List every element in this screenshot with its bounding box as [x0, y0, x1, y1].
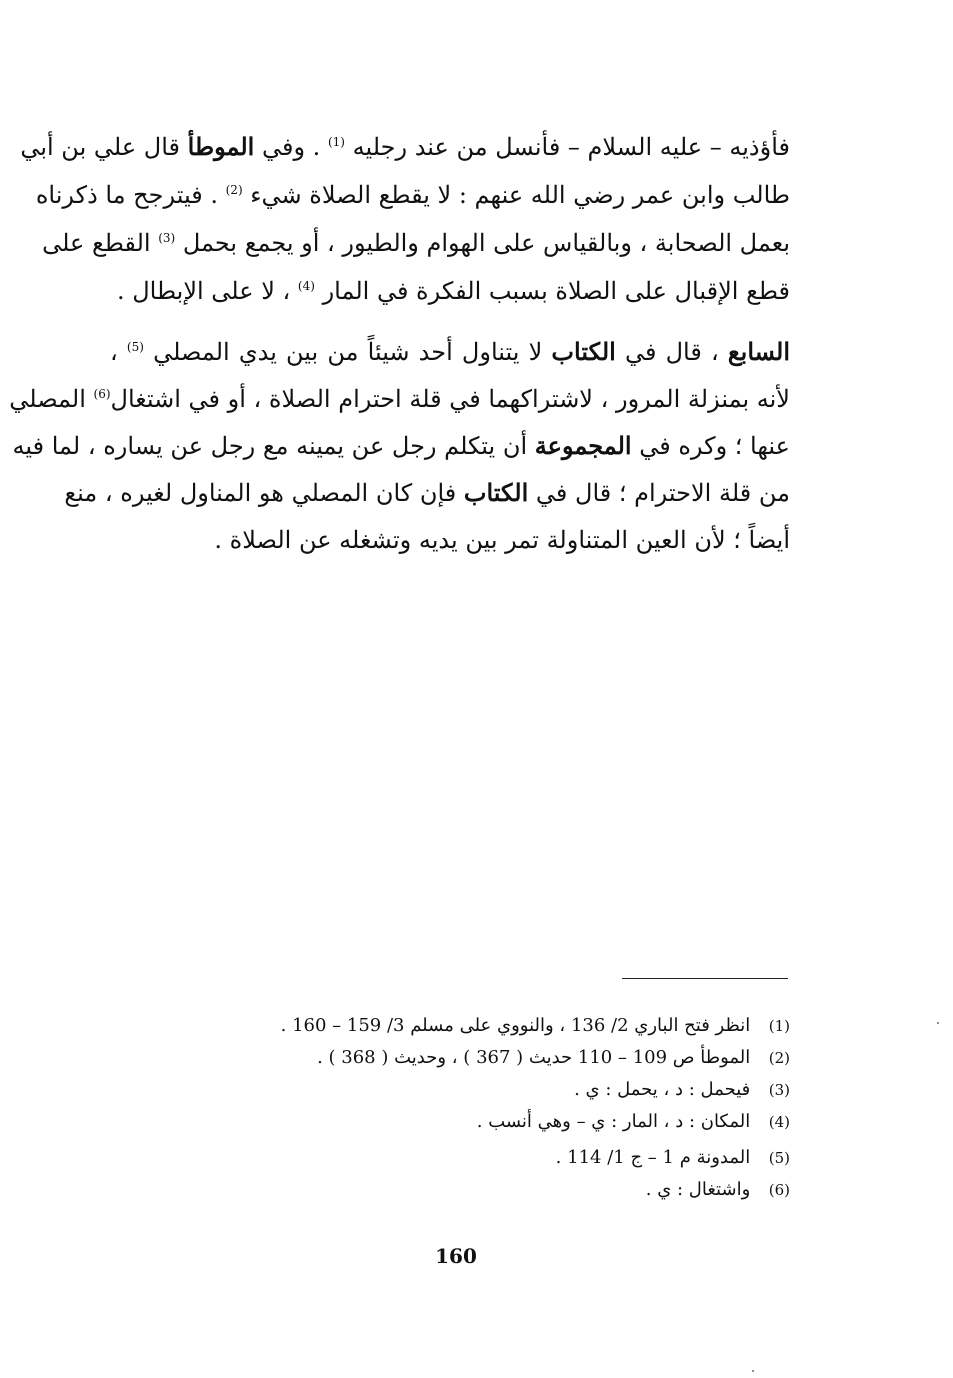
paragraph-2-line-3 [12, 431, 790, 461]
footnote-6 [250, 1178, 790, 1202]
source-title-majmua: المجموعة [534, 431, 632, 460]
text-segment: من قلة الاحترام ؛ قال في [535, 479, 790, 507]
section-heading-seventh: السابع [727, 337, 791, 366]
text-segment: ، [110, 338, 118, 366]
text-segment: أن يتكلم رجل عن يمينه مع رجل عن يساره ، لما فيه [12, 432, 528, 460]
paragraph-1-line-4 [110, 276, 790, 306]
text-segment: ، لا على الإبطال . [116, 277, 291, 305]
text-segment: . فيترجح ما ذكرناه [35, 181, 218, 209]
scan-speck [752, 1370, 754, 1372]
footnote-text: الموطأ ص 109 – 110 حديث ( 367 ) ، وحديث ( 368 ) . [317, 1047, 751, 1068]
text-segment: قطع الإقبال على الصلاة بسبب الفكرة في المار [322, 277, 790, 305]
text-segment: فإن كان المصلي هو المناول لغيره ، منع [64, 479, 457, 507]
text-segment: . وفي [261, 133, 321, 161]
text-segment: طالب وابن عمر رضي الله عنهم : لا يقطع الصلاة شيء [250, 181, 790, 209]
paragraph-2-line-4 [64, 478, 790, 508]
footnote-text: واشتغال : ي . [645, 1179, 751, 1200]
footnote-text: المكان : د ، المار : ي – وهي أنسب . [476, 1111, 751, 1132]
text-segment: بعمل الصحابة ، وبالقياس على الهوام والطيور ، أو يجمع بحمل [182, 229, 790, 257]
footnote-text: المدونة م 1 – ج 1/ 114 . [555, 1147, 751, 1168]
footnote-number: (1) [768, 1017, 790, 1035]
footnote-ref-4: (4) [297, 279, 315, 293]
paragraph-1-line-2 [35, 180, 790, 210]
footnote-3 [250, 1078, 790, 1102]
text-segment: أيضاً ؛ لأن العين المتناولة تمر بين يديه وتشغله عن الصلاة . [214, 526, 790, 554]
text-segment: لأنه بمنزلة المرور ، لاشتراكهما في قلة احترام الصلاة ، أو في اشتغال [110, 385, 790, 413]
paragraph-2-line-5 [110, 525, 790, 555]
footnote-ref-5: (5) [126, 340, 144, 354]
paragraph-2-line-1 [110, 337, 790, 367]
footnote-number: (6) [768, 1181, 790, 1199]
text-segment: ، قال في [624, 338, 719, 366]
page-number: 160 [435, 1244, 477, 1268]
paragraph-1-line-1 [20, 132, 790, 162]
footnote-number: (2) [768, 1049, 790, 1067]
source-title-kitab: الكتاب [463, 478, 529, 507]
footnote-ref-3: (3) [158, 231, 176, 245]
text-segment: قال علي بن أبي [20, 133, 181, 161]
footnote-5 [250, 1146, 790, 1170]
text-segment: لا يتناول أحد شيئاً من بين يدي المصلي [153, 338, 543, 366]
footnote-number: (3) [768, 1081, 790, 1099]
source-title-kitab: الكتاب [551, 337, 616, 366]
footnote-4 [250, 1110, 790, 1134]
text-segment: عنها ؛ وكره في [639, 432, 790, 460]
footnote-number: (4) [768, 1113, 790, 1131]
text-segment: فأؤذيه – عليه السلام – فأنسل من عند رجليه [352, 133, 790, 161]
footnote-ref-2: (2) [225, 183, 243, 197]
paragraph-2-line-2 [9, 384, 790, 414]
footnote-text: انظر فتح الباري 2/ 136 ، والنووي على مسلم 3/ 159 – 160 . [280, 1015, 751, 1036]
source-title-muwatta: الموطأ [187, 132, 255, 161]
footnote-2 [250, 1046, 790, 1070]
footnote-text: فيحمل : د ، يحمل : ي . [574, 1079, 751, 1100]
footnote-number: (5) [768, 1149, 790, 1167]
paragraph-1-line-3 [42, 228, 790, 258]
footnote-separator [622, 978, 788, 979]
footnote-1 [250, 1014, 790, 1038]
scan-speck [937, 1022, 939, 1024]
footnote-ref-1: (1) [327, 135, 345, 149]
text-segment: القطع على [42, 229, 151, 257]
footnote-ref-6: (6) [93, 387, 111, 401]
text-segment: المصلي [9, 385, 86, 413]
